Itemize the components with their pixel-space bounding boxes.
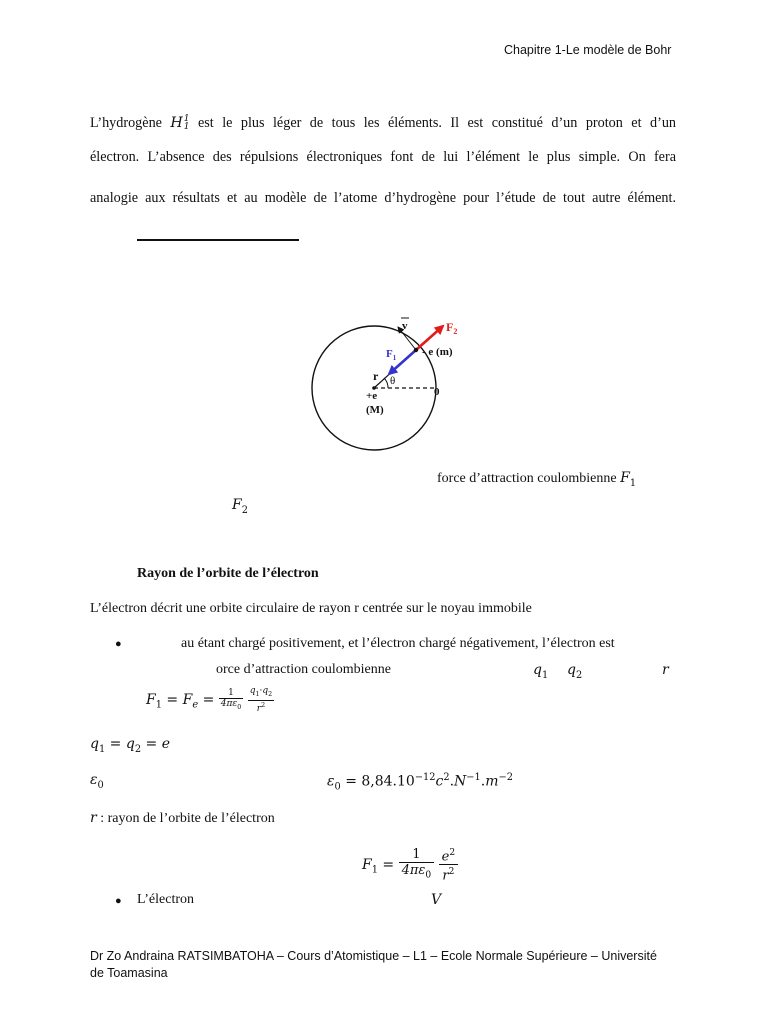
intro-line-1-rest: est le plus léger de tous les éléments. Il est constitué d’un proton et d’un [197,115,677,131]
q2-variable: $q_2$ [567,662,583,681]
bullet1-line1: au étant chargé positivement, et l’électron chargé négativement, l’électron est [181,636,615,651]
epsilon-value: $\varepsilon_0 = 8,84.10^{-12}c^2.N^{-1}.m^{-2}$ [327,772,513,793]
footer-line-2: de Toamasina [90,966,168,980]
hydrogen-symbol: H 1 1 [170,114,190,132]
constant-fraction: $\frac{1}{4\pi\varepsilon_0}$ [399,847,435,884]
running-header: Chapitre 1-Le modèle de Bohr [504,43,672,57]
velocity-label: v [402,320,408,332]
intro-start-text: L’hydrogène [90,115,162,131]
section-title: Rayon de l’orbite de l’électron [137,566,319,581]
radius-definition: r : rayon de l’orbite de l’électron [90,810,275,826]
electron-dot [414,348,418,352]
nucleus-mass-label: (M) [366,404,384,416]
orbit-sentence: L’électron décrit une orbite circulaire de rayon r centrée sur le noyau immobile [90,601,532,616]
force-caption [437,470,636,489]
charges-over-r-fraction: $\frac{q_1\cdot q_2}{r^2}$ [249,686,273,714]
coulomb-formula-simplified: $F_1$ = $\frac{1}{4\pi\varepsilon_0}$ $\frac{e^2}{r^2}$ [362,846,458,884]
bullet1-line2: orce d’attraction coulombienne [216,662,391,677]
charges-equation: $q_1 = q_2 = e$ [90,736,170,755]
angle-arc [384,378,388,388]
intro-line-3: analogie aux résultats et au modèle de l’atome d’hydrogène pour l’étude de tout autre élément. [90,190,676,206]
origin-label: 0 [434,386,440,398]
radius-label: r [373,369,379,383]
f2-variable: $F_2$ [232,497,248,516]
bullet-dot: ● [115,895,122,907]
q1-variable: $q_1$ [533,662,549,681]
nucleus-charge-label: +e [366,390,378,402]
f2-label: $F_2$ [446,320,458,336]
electron-label: - e (m) [422,346,453,358]
velocity-variable: V [431,892,442,908]
section-rule [137,239,299,241]
bullet-dot: ● [115,638,122,650]
coulomb-constant-fraction: $\frac{1}{4\pi\varepsilon_0}$ [220,687,242,711]
epsilon-symbol: $\varepsilon_0$ [90,772,104,791]
e-squared-over-r-squared-fraction: $\frac{e^2}{r^2}$ [439,846,459,884]
angle-label: θ [390,375,396,387]
r-variable: r [662,662,669,678]
f1-variable: $F_1$ [620,470,637,489]
coulomb-formula: $F_1 = F_e$ = $\frac{1}{4\pi\varepsilon_0}$ $\frac{q_1\cdot q_2}{r^2}$ [146,686,273,714]
intro-line-1 [90,115,676,132]
force-caption-text: force d’attraction coulombienne [437,471,617,486]
footer-line-1: Dr Zo Andraina RATSIMBATOHA – Cours d’Atomistique – L1 – Ecole Normale Supérieure – Université [90,949,657,963]
f1-label: $F_1$ [386,348,397,362]
bullet2-text: L’électron [137,892,195,907]
orbit-diagram [300,310,500,460]
intro-line-2: électron. L’absence des répulsions électroniques font de lui l’élément le plus simple. On fera [90,149,676,165]
